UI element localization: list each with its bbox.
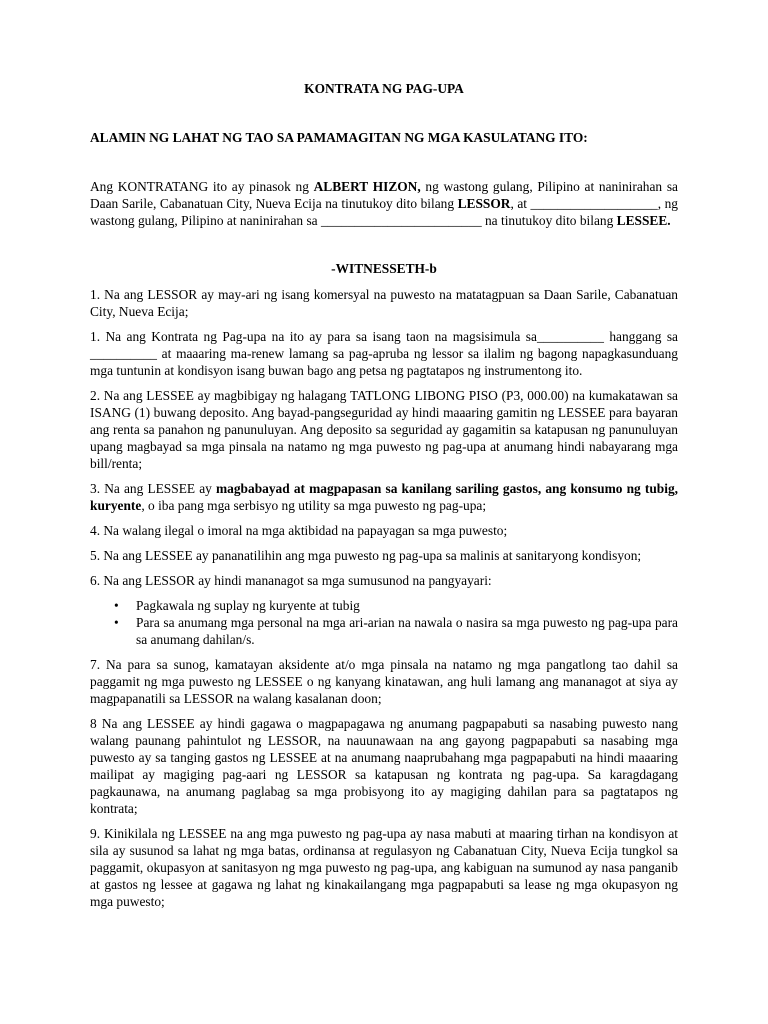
clause-6: 6. Na ang LESSOR ay hindi mananagot sa mga sumusunod na pangyayari: <box>90 573 492 588</box>
clause-9: 9. Kinikilala ng LESSEE na ang mga puwesto ng pag-upa ay nasa mabuti at maaring tirhan na kondisyon at sila ay susunod sa lahat ng mga batas, ordinansa at regulasyon ng Cabanatuan City, Nueva Ecija tungkol sa paggamit, okupasyon at sanitasyon ng mga puwesto ng pag-upa, ang kabiguan na sumunod ay nasa panganib at gastos ng lessee at gagawa ng lahat ng kinakailangang mga pagpapabuti sa lease ng mga okupasyon ng mga puwesto; <box>90 826 678 909</box>
clause-3 <box>90 480 678 514</box>
clause-3-text-2: , o iba pang mga serbisyo ng utility sa mga puwesto ng pag-upa; <box>141 498 487 513</box>
list-item: • Pagkawala ng suplay ng kuryente at tubig <box>136 597 678 614</box>
clause-7: 7. Na para sa sunog, kamatayan aksidente at/o mga pinsala na natamo ng mga pangatlong tao dahil sa paggamit ng mga puwesto ng LESSEE o ng kanyang kinatawan, ang huli lamang ang mananagot at siya ay magpapanatili sa LESSOR na walang kasalanan doon; <box>90 657 678 706</box>
clause-3-bold: magbabayad at magpapasan sa kanilang sariling gastos, ang konsumo ng tubig, kuryente <box>90 481 678 513</box>
lessee-label: LESSEE. <box>616 213 671 228</box>
lessor-name: ALBERT HIZON, <box>313 179 421 194</box>
clause-8: 8 Na ang LESSEE ay hindi gagawa o magpapagawa ng anumang pagpapabuti sa nasabing puwesto nang walang paunang pahintulot ng LESSOR, na nauunawaan na ang gayong pagpapabuti sa nasabing mga puwesto ay sa tanging gastos ng LESSEE at na anumang naaprubahang mga pagpapabuti na hindi maaaring mailipat ay magiging pag-aari ng LESSOR sa katapusan ng kontrata ng pag-upa. Sa karagdagang pagkaunawa, na anumang paglabag sa mga probisyong ito ay magiging dahilan para sa pagtatapos ng kontrata; <box>90 716 678 816</box>
list-item: • Para sa anumang mga personal na mga ari-arian na nawala o nasira sa mga puwesto ng pag-upa para sa anumang dahilan/s. <box>136 614 678 648</box>
clause-1b: 1. Na ang Kontrata ng Pag-upa na ito ay para sa isang taon na magsisimula sa__________ hanggang sa __________ at maaaring ma-renew lamang sa pag-apruba ng lessor sa ilalim ng bagong napagkasunduang mga tuntunin at kondisyon isang buwan bago ang petsa ng pagtatapos ng instrumentong ito. <box>90 329 678 378</box>
document-title: KONTRATA NG PAG-UPA <box>304 81 464 96</box>
intro-paragraph <box>90 178 678 229</box>
witnesseth-heading: -WITNESSETH-b <box>331 261 437 276</box>
clause-6-list <box>90 597 678 648</box>
clause-5: 5. Na ang LESSEE ay pananatilihin ang mga puwesto ng pag-upa sa malinis at sanitaryong kondisyon; <box>90 548 642 563</box>
intro-text-1: Ang KONTRATANG ito ay pinasok ng <box>90 179 314 194</box>
clause-1: 1. Na ang LESSOR ay may-ari ng isang komersyal na puwesto na matatagpuan sa Daan Sarile, Cabanatuan City, Nueva Ecija; <box>90 287 678 319</box>
clause-3-text-1: 3. Na ang LESSEE ay <box>90 481 217 496</box>
clause-4: 4. Na walang ilegal o imoral na mga aktibidad na papayagan sa mga puwesto; <box>90 523 508 538</box>
intro-text-2: ng wastong gulang, Pilipino at naninirahan sa Daan Sarile, Cabanatuan City, Nueva Ecija na tinutukoy dito bilang <box>90 179 678 211</box>
lessor-label: LESSOR <box>457 196 511 211</box>
document-heading: ALAMIN NG LAHAT NG TAO SA PAMAMAGITAN NG MGA KASULATANG ITO: <box>90 130 588 145</box>
clause-2: 2. Na ang LESSEE ay magbibigay ng halagang TATLONG LIBONG PISO (P3, 000.00) na kumakatawan sa ISANG (1) buwang deposito. Ang bayad-pangseguridad ay hindi maaaring gamitin ng LESSEE para bayaran ang renta sa panahon ng panunuluyan. Ang deposito sa seguridad ay gagamitin sa katapusan ng panunuluyan upang magbayad sa mga pinsala na natamo ng mga puwesto ng pag-upa at anumang hindi nabayarang mga bill/renta; <box>90 388 678 471</box>
document-body <box>90 178 678 918</box>
intro-text-3: , at ___________________, ng wastong gulang, Pilipino at naninirahan sa ________________________ na tinutukoy dito bilang <box>90 196 678 228</box>
